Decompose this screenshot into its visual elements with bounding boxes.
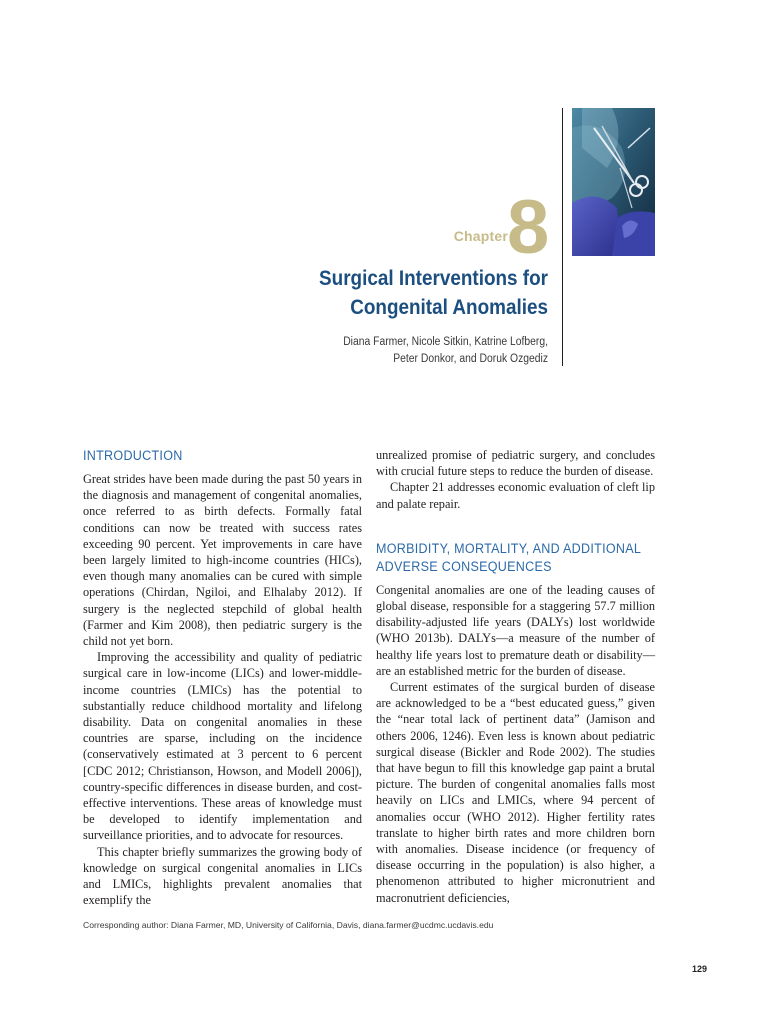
body-paragraph: Great strides have been made during the past 50 years in the diagnosis and management of congenital anomalies, once referred to as birth defects. Formally fatal conditions can now be treated with success rates exceeding 90 percent. Yet improvements in care have been largely limited to high-income countries (HICs), even though many anomalies can be cured with simple operations (Chirdan, Ngiloi, and Elhalaby 2012). If surgery is the neglected stepchild of global health (Farmer and Kim 2008), then pediatric surgery is the child not yet born. bbox=[83, 472, 362, 649]
body-paragraph: unrealized promise of pediatric surgery, and concludes with crucial future steps to reduce the burden of disease. bbox=[376, 448, 655, 479]
section-heading-introduction: INTRODUCTION bbox=[83, 448, 183, 463]
body-paragraph: This chapter briefly summarizes the growing body of knowledge on surgical congenital anomalies in LICs and LMICs, highlights prevalent anomalies that exemplify the bbox=[83, 844, 362, 908]
section-heading-line: MORBIDITY, MORTALITY, AND ADDITIONAL bbox=[376, 540, 642, 556]
chapter-title-line: Surgical Interventions for bbox=[319, 267, 548, 290]
chapter-label: Chapter bbox=[453, 228, 508, 244]
body-paragraph: Improving the accessibility and quality of pediatric surgical care in low-income (LICs) and lower-middle-income countries (LMICs) has the potential to substantially reduce childhood mortality and lifelong disability. Data on congenital anomalies in these countries are sparse, including on the incidence (conservatively estimated at 3 percent to 6 percent [CDC 2012; Christianson, Howson, and Modell 2006]), country-specific differences in disease burden, and cost-effective interventions. These areas of knowledge must be developed to identify implementation and surveillance priorities, and to advocate for resources. bbox=[83, 650, 362, 843]
author-line: Diana Farmer, Nicole Sitkin, Katrine Lofberg, bbox=[343, 336, 548, 348]
author-line: Peter Donkor, and Doruk Ozgediz bbox=[393, 353, 548, 365]
right-column bbox=[376, 447, 655, 906]
chapter-number: 8 bbox=[507, 185, 550, 270]
chapter-authors bbox=[260, 334, 548, 368]
chapter-title-line: Congenital Anomalies bbox=[350, 296, 548, 319]
page-number: 129 bbox=[692, 964, 708, 974]
corresponding-author-footnote: Corresponding author: Diana Farmer, MD, University of California, Davis, diana.farmer@ucdmc.ucdavis.edu bbox=[83, 920, 494, 930]
body-paragraph: Current estimates of the surgical burden of disease are acknowledged to be a “best educated guess,” given the “near total lack of pertinent data” (Jamison and others 2006, 1246). Even less is known about pediatric surgical disease (Bickler and Rode 2002). The studies that have begun to fill this knowledge gap paint a brutal picture. The burden of congenital anomalies falls most heavily on LICs and LMICs, where 94 percent of anomalies occur (WHO 2012). Higher fertility rates translate to higher birth rates and more children born with anomalies. Disease incidence (or frequency of disease occurring in the population) is also higher, a phenomenon attributed to higher micronutrient and macronutrient deficiencies, bbox=[376, 680, 655, 905]
body-paragraph: Chapter 21 addresses economic evaluation of cleft lip and palate repair. bbox=[376, 480, 655, 511]
left-column bbox=[83, 447, 362, 908]
body-paragraph: Congenital anomalies are one of the leading causes of global disease, responsible for a staggering 57.7 million disability-adjusted life years (DALYs) lost worldwide (WHO 2013b). DALYs—a measure of the number of healthy life years lost to premature death or disability—are an established metric for the burden of disease. bbox=[376, 582, 655, 678]
section-heading-line: ADVERSE CONSEQUENCES bbox=[376, 558, 552, 574]
vertical-rule bbox=[562, 108, 563, 366]
chapter-title bbox=[260, 264, 548, 322]
surgical-scissors-photo-icon bbox=[572, 108, 655, 256]
section-heading-morbidity bbox=[376, 540, 655, 576]
chapter-photo bbox=[572, 108, 655, 256]
